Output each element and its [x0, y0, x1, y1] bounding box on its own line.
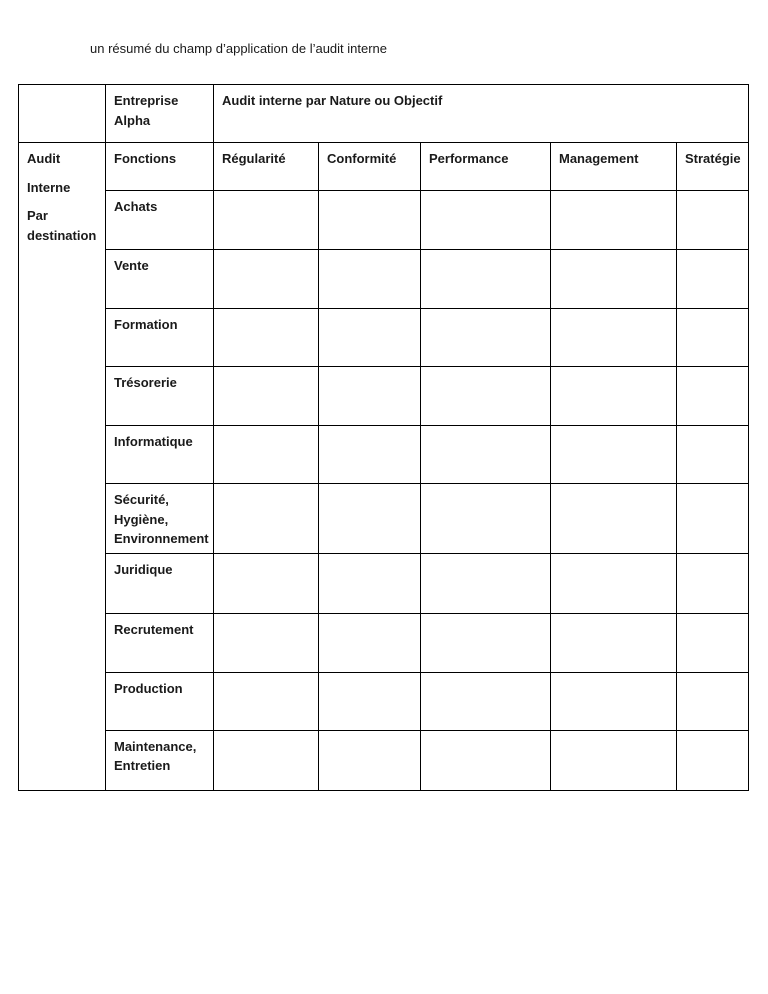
data-cell	[421, 672, 551, 730]
data-cell	[319, 250, 421, 309]
column-header-performance: Performance	[421, 143, 551, 191]
data-cell	[677, 484, 749, 554]
data-cell	[214, 367, 319, 426]
table-row-juridique	[19, 553, 749, 613]
data-cell	[214, 553, 319, 613]
table-row-securite-hygiene-environnement	[19, 484, 749, 554]
data-cell	[677, 426, 749, 484]
data-cell	[319, 730, 421, 790]
function-label-cell: Formation	[106, 309, 214, 367]
data-cell	[319, 426, 421, 484]
data-cell	[551, 553, 677, 613]
function-label-cell: Sécurité, Hygiène, Environnement	[106, 484, 214, 554]
table-row-header-2	[19, 143, 749, 191]
table-row-vente	[19, 250, 749, 309]
column-header-conformite: Conformité	[319, 143, 421, 191]
data-cell	[319, 672, 421, 730]
data-cell	[551, 426, 677, 484]
data-cell	[214, 250, 319, 309]
table-row-header-1	[19, 85, 749, 143]
data-cell	[421, 367, 551, 426]
function-label-cell: Achats	[106, 191, 214, 250]
table-row-production	[19, 672, 749, 730]
group-label-line: Audit	[27, 151, 61, 166]
data-cell	[319, 613, 421, 672]
function-label-cell: Trésorerie	[106, 367, 214, 426]
data-cell	[551, 191, 677, 250]
nature-objective-header-cell: Audit interne par Nature ou Objectif	[214, 85, 749, 143]
data-cell	[677, 367, 749, 426]
data-cell	[319, 309, 421, 367]
table-row-achats	[19, 191, 749, 250]
column-header-strategie: Stratégie	[677, 143, 749, 191]
data-cell	[551, 484, 677, 554]
data-cell	[421, 553, 551, 613]
data-cell	[214, 426, 319, 484]
table-row-tresorerie	[19, 367, 749, 426]
data-cell	[551, 672, 677, 730]
table-row-maintenance-entretien	[19, 730, 749, 790]
data-cell	[551, 367, 677, 426]
group-label-line: Par destination	[27, 208, 97, 243]
intro-text: un résumé du champ d’application de l’audit interne	[90, 41, 388, 56]
data-cell	[677, 250, 749, 309]
data-cell	[319, 484, 421, 554]
row-group-label-cell	[19, 143, 106, 791]
audit-scope-table	[18, 84, 749, 791]
data-cell	[214, 730, 319, 790]
data-cell	[421, 426, 551, 484]
table-row-formation	[19, 309, 749, 367]
function-label-cell: Informatique	[106, 426, 214, 484]
function-label-cell: Maintenance, Entretien	[106, 730, 214, 790]
entity-label-cell: Entreprise Alpha	[106, 85, 214, 143]
data-cell	[421, 191, 551, 250]
data-cell	[214, 309, 319, 367]
data-cell	[677, 191, 749, 250]
data-cell	[319, 191, 421, 250]
data-cell	[551, 730, 677, 790]
corner-empty-cell	[19, 85, 106, 143]
data-cell	[421, 613, 551, 672]
data-cell	[677, 309, 749, 367]
function-label-cell: Recrutement	[106, 613, 214, 672]
data-cell	[677, 672, 749, 730]
data-cell	[551, 309, 677, 367]
data-cell	[677, 613, 749, 672]
data-cell	[214, 613, 319, 672]
column-header-fonctions: Fonctions	[106, 143, 214, 191]
data-cell	[677, 730, 749, 790]
data-cell	[551, 613, 677, 672]
function-label-cell: Vente	[106, 250, 214, 309]
data-cell	[214, 672, 319, 730]
group-label-line: Interne	[27, 179, 71, 195]
data-cell	[421, 309, 551, 367]
function-label-cell: Production	[106, 672, 214, 730]
table-row-informatique	[19, 426, 749, 484]
data-cell	[551, 250, 677, 309]
data-cell	[214, 484, 319, 554]
column-header-regularite: Régularité	[214, 143, 319, 191]
column-header-management: Management	[551, 143, 677, 191]
data-cell	[214, 191, 319, 250]
data-cell	[421, 484, 551, 554]
data-cell	[421, 730, 551, 790]
data-cell	[319, 367, 421, 426]
data-cell	[319, 553, 421, 613]
function-label-cell: Juridique	[106, 553, 214, 613]
data-cell	[677, 553, 749, 613]
table-row-recrutement	[19, 613, 749, 672]
data-cell	[421, 250, 551, 309]
